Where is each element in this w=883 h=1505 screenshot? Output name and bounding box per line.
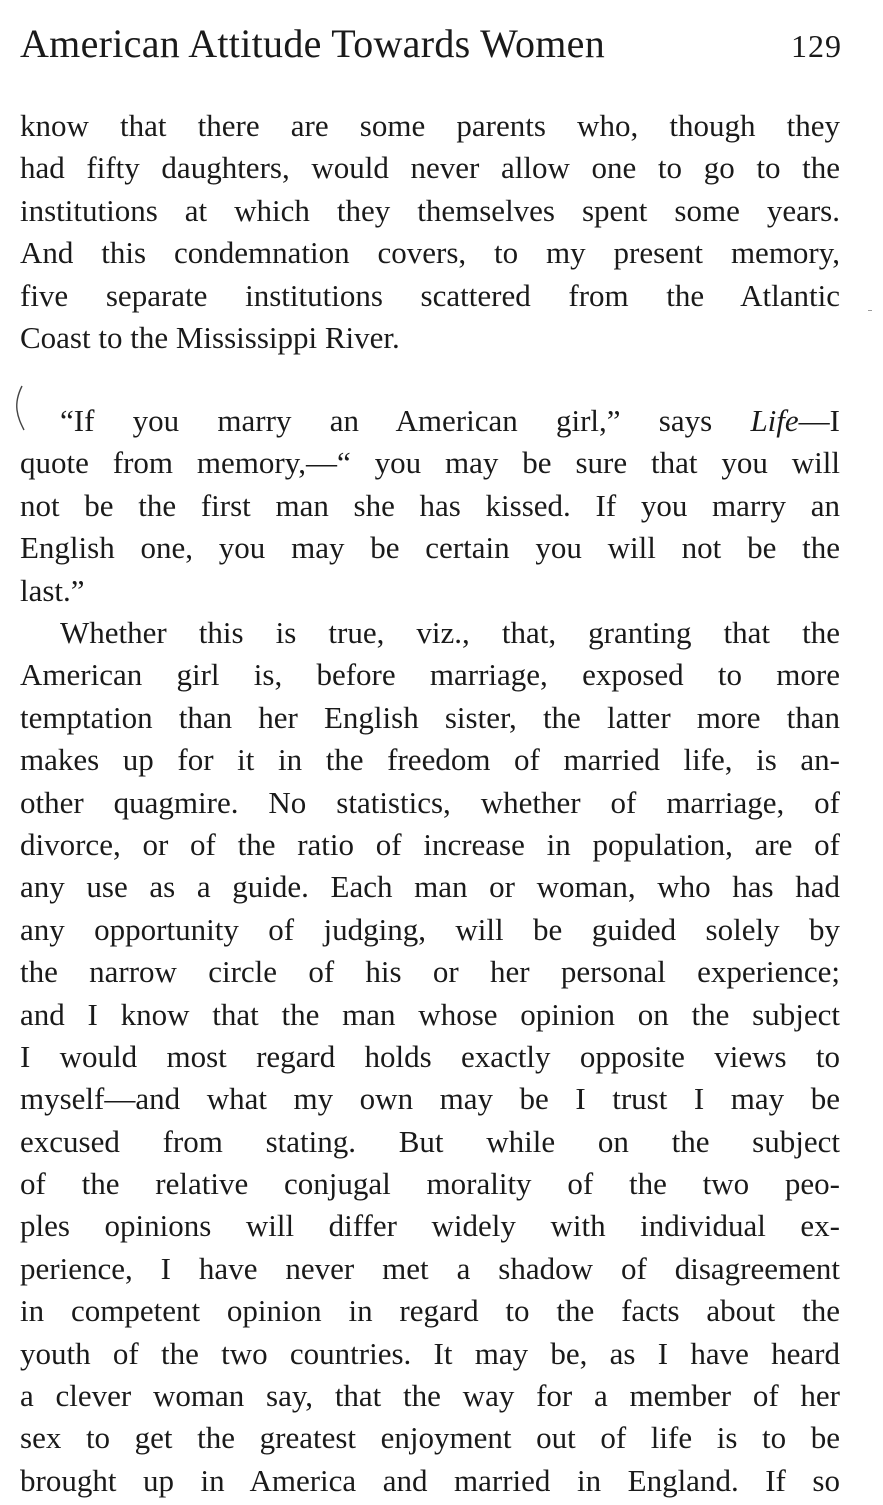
text-line: sex to get the greatest enjoyment out of life is to be bbox=[20, 1420, 840, 1456]
page-number: 129 bbox=[791, 28, 842, 64]
text-line: other quagmire. No statistics, whether of marriage, of bbox=[20, 784, 840, 820]
text-line: ples opinions will differ widely with individual ex- bbox=[20, 1208, 840, 1244]
text-line: know that there are some parents who, though they bbox=[20, 108, 840, 143]
text-line: not be the first man she has kissed. If you marry an bbox=[20, 487, 840, 523]
text-line: youth of the two countries. It may be, as I have heard bbox=[20, 1335, 840, 1371]
margin-tick bbox=[868, 310, 872, 311]
text-line: any use as a guide. Each man or woman, who has had bbox=[20, 869, 840, 905]
text-line: temptation than her English sister, the latter more than bbox=[20, 699, 840, 735]
text-line: the narrow circle of his or her personal experience; bbox=[20, 954, 840, 990]
text-line: brought up in America and married in England. If so bbox=[20, 1462, 840, 1498]
text-line: quote from memory,—“ you may be sure that you will bbox=[20, 445, 840, 481]
text-line: And this condemnation covers, to my present memory, bbox=[20, 235, 840, 271]
text-line: and I know that the man whose opinion on the subject bbox=[20, 996, 840, 1032]
paragraph-quotation bbox=[20, 400, 840, 612]
text-line: American girl is, before marriage, exposed to more bbox=[20, 657, 840, 693]
text-line: of the relative conjugal morality of the two peo- bbox=[20, 1166, 840, 1202]
magazine-title: Life bbox=[750, 403, 799, 438]
text-line: Coast to the Mississippi River. bbox=[20, 319, 400, 355]
text-line: I would most regard holds exactly opposite views to bbox=[20, 1038, 840, 1074]
text-line bbox=[20, 400, 840, 442]
text-line: divorce, or of the ratio of increase in population, are of bbox=[20, 826, 840, 862]
text-line: excused from stating. But while on the subject bbox=[20, 1123, 840, 1159]
paragraph-continuation bbox=[20, 105, 840, 359]
text-line: institutions at which they themselves spent some years. bbox=[20, 192, 840, 228]
text-line: perience, I have never met a shadow of disagreement bbox=[20, 1250, 840, 1286]
text-line: last.” bbox=[20, 572, 85, 608]
text-line: had fifty daughters, would never allow one to go to the bbox=[20, 150, 840, 186]
text-line: any opportunity of judging, will be guided solely by bbox=[20, 911, 840, 947]
text-line: five separate institutions scattered from the Atlantic bbox=[20, 277, 840, 313]
quote-attribution: —I bbox=[798, 403, 840, 438]
text-line: in competent opinion in regard to the facts about the bbox=[20, 1293, 840, 1329]
paragraph-discussion bbox=[20, 612, 840, 1502]
running-head bbox=[20, 14, 842, 74]
quote-opening: “If you marry an American girl,” says bbox=[60, 403, 751, 438]
text-line: a clever woman say, that the way for a member of her bbox=[20, 1378, 840, 1414]
text-line: English one, you may be certain you will not be the bbox=[20, 530, 840, 566]
text-line: Whether this is true, viz., that, granting that the bbox=[60, 615, 840, 650]
running-title: American Attitude Towards Women bbox=[20, 21, 606, 66]
text-line: makes up for it in the freedom of married life, is an- bbox=[20, 742, 840, 778]
text-line: myself—and what my own may be I trust I may be bbox=[20, 1081, 840, 1117]
